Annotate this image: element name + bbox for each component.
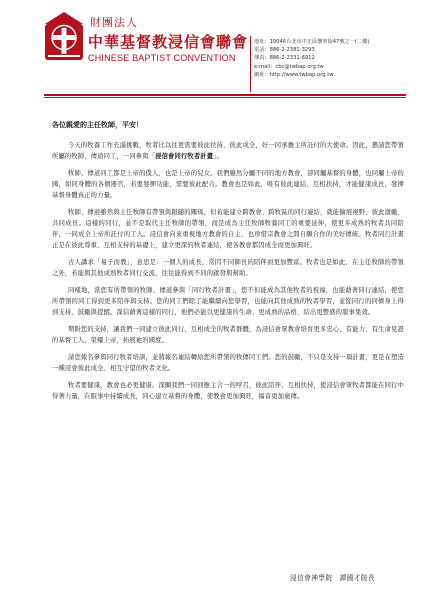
org-line1: 財團法人 [90, 16, 138, 29]
program-name-highlight: 浸信會同行牧者計畫 [155, 153, 214, 160]
paragraph-7: 請您報名參與同行牧者培訓，並將報名連結轉給您所帶領的牧傳同工們。您的鼓勵，不只是支持一項計畫，更是在塑造一種浸會彼此成全、相互守望的牧者文化。 [52, 354, 404, 372]
paragraph-1-text: 今天的牧養工作充滿挑戰，牧者比以往更需要彼此扶持，彼此成全，好一同承擔主所託付的大使命。因此，懇請您帶領所屬的牧師、傳道同工，一同參與「 [52, 142, 404, 160]
paragraph-4: 古人講求「易子而教」，意思是：一個人的成長，常因不同師長的陪伴而更加豐富。牧者也是如此，在主任牧師的帶領之外，若能與其他成熟牧者同行交流，往往能得到不同的啟發與幫助。 [52, 259, 404, 277]
paragraph-5: 同樣地，當您有所帶領的牧師、傳道參與「同行牧者計畫」，您不但能成為其他牧者的祝福，也能藉著同行連結，使您所帶領的同工得到更多陪伴與支持。您的同工們除了能繼續向您學習，也能向其他成熟的牧者學習，並從同行的同儕身上得到支持、鼓勵與提醒。深信藉著這樣的同行，他們必能以更健康的生命、更成熟的品格，結出更豐盛的服事果效。 [52, 287, 404, 316]
letter-body [52, 120, 404, 408]
org-line2: 中華基督教浸信會聯會 [88, 33, 249, 51]
contact-phone: 電話：886-2-2381-3293 [254, 47, 315, 54]
paragraph-8: 牧者要健康，教會也必更健康。深願我們一同回應主合一的呼召，彼此陪伴，互相扶持，使浸信會眾牧者都能在同行中得著力量，在服事中持續成長，同心建立基督的身體，使教會更加興旺，福音更加廣傳。 [52, 382, 404, 400]
contact-email[interactable]: e-mail：cbc@twbap.org.tw [254, 63, 324, 70]
contact-fax: 傳真：886-2-2331-6912 [254, 55, 315, 62]
contact-block [254, 38, 422, 79]
paragraph-1-end: 」。 [213, 153, 223, 160]
contact-website[interactable]: 網址：http://www.twbap.org.tw [254, 71, 334, 78]
salutation: 各位親愛的主任牧師，平安！ [52, 121, 143, 129]
convention-logo-icon [42, 10, 86, 64]
org-english-name: CHINESE BAPTIST CONVENTION [88, 53, 236, 63]
paragraph-6: 期盼您的支持，讓我們一同建立彼此同行、互相成全的牧者群體，為浸信會眾教會培育更多忠心、有能力、有生命見證的基督工人，榮耀上帝，拓展祂的國度。 [52, 326, 404, 344]
header-rule-thin [44, 97, 406, 98]
letterhead [0, 0, 424, 96]
paragraph-3: 牧師、傳道雖然與主任牧師有帶領與跟隨的關係，但若能建立跨教會、跨牧區的同行連結，就能擴展視野、彼此激勵、共同成長。這樣的同行，並不是取代主任牧師的帶領，而是成為主任牧師牧養同工的重要延伸，使更多成熟的牧者共同陪伴，一同成全上帝所託付的工人。浸信會向來重視地方教會的自主，也珍惜宗教會之間自願合作的美好傳統。牧者同行計畫正是在彼此尊重、互相支持的基礎上，建立更深的牧者連結，使各教會都因成全而更加興旺。 [52, 209, 404, 249]
header-rule [44, 94, 406, 96]
letterhead-divider [250, 36, 251, 92]
organization-name [88, 14, 248, 63]
signature: 浸信會神學院 譚國才院長 [290, 574, 376, 582]
paragraph-1 [52, 140, 404, 162]
contact-address: 地址：10046台北市中正區懷寧街47號之一(二樓) [254, 39, 370, 45]
paragraph-2: 牧師、傳道同工都是上帝的僕人，也是上帝的兒女。我們雖然分屬不同的地方教會，卻同屬基督的身體，也同屬上帝的國，如同身體的各個器官，若要發揮功能，需要彼此配合。教會也是如此，唯有彼此連結，互相扶持，才能健康成長，發揮基督身體真正的力量。 [52, 170, 404, 199]
